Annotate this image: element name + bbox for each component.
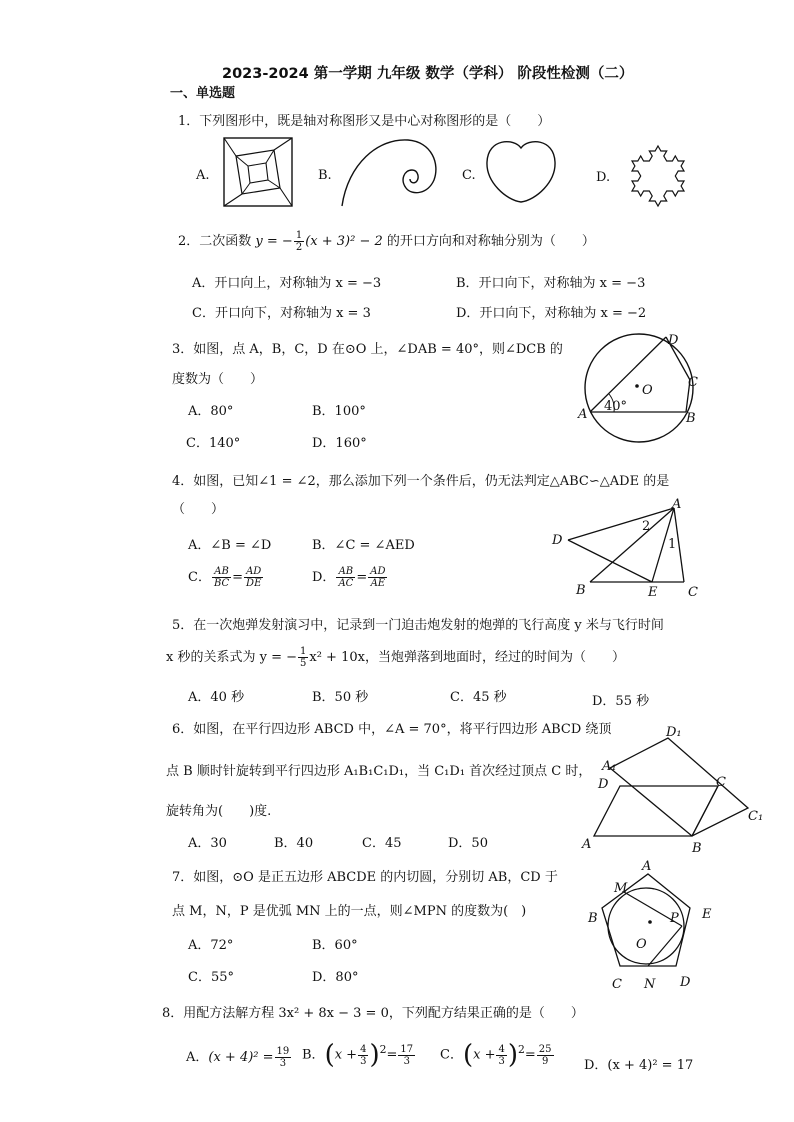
q2-fn-lhs: y = − xyxy=(255,234,293,249)
q1-label-b: B. xyxy=(318,168,332,183)
q6-label-d: D xyxy=(598,777,609,792)
q7-stem-line2: 点 M，N，P 是优弧 MN 上的一点，则∠MPN 的度数为( ) xyxy=(172,904,527,919)
q5-stem-line2: x 秒的关系式为 y = − $\frac{1}{5}$ x² + 10x，当炮弹落到地面时，经过的时间为（ ） xyxy=(166,646,625,669)
q5-stem-line1: 5．在一次炮弹发射演习中，记录到一门迫击炮发射的炮弹的飞行高度 y 米与飞行时间 xyxy=(172,618,664,633)
q4-d-frac1: $\frac{AB}{AC}$ xyxy=(338,566,354,589)
q3-option-a: A．80° xyxy=(188,404,234,419)
q1-label-a: A. xyxy=(196,168,210,183)
q1-figure-b-spiral xyxy=(338,134,442,208)
q2-option-b: B．开口向下，对称轴为 x = −3 xyxy=(456,276,646,291)
q7-label-b: B xyxy=(588,911,598,926)
q3-angle-label: 40° xyxy=(604,399,628,414)
q1-figure-d-snowflake xyxy=(620,130,696,218)
q6-stem-line2: 点 B 顺时针旋转到平行四边形 A₁B₁C₁D₁，当 C₁D₁ 首次经过顶点 C 时， xyxy=(166,764,592,779)
q6-option-c: C．45 xyxy=(362,836,402,851)
page-title: 2023-2024 第一学期 九年级 数学（学科） 阶段性检测（二） xyxy=(222,66,634,82)
q4-c-frac1: $\frac{AB}{BC}$ xyxy=(213,566,230,589)
q8-option-d: D．(x + 4)² = 17 xyxy=(584,1058,694,1073)
q4-label-b: B xyxy=(576,583,586,598)
q2-option-a: A．开口向上，对称轴为 x = −3 xyxy=(192,276,382,291)
q6-label-c1: C₁ xyxy=(748,809,764,824)
q3-label-c: C xyxy=(688,375,698,390)
q8-option-a: A．(x + 4)² = $\frac{19}{3}$ xyxy=(186,1046,290,1069)
q2-option-c: C．开口向下，对称轴为 x = 3 xyxy=(192,306,371,321)
q5-option-d: D．55 秒 xyxy=(592,694,650,709)
q3-circle-figure xyxy=(578,330,708,450)
q4-d-frac2: $\frac{AD}{AE}$ xyxy=(370,566,386,589)
q2-option-d: D．开口向下，对称轴为 x = −2 xyxy=(456,306,647,321)
q6-label-a: A xyxy=(582,837,592,852)
q2-fraction: $\frac{1}{2}$ xyxy=(295,230,303,253)
q7-label-c: C xyxy=(612,977,622,992)
q3-stem-line2: 度数为（ ） xyxy=(172,372,264,387)
q6-option-a: A．30 xyxy=(188,836,227,851)
q4-option-b: B．∠C = ∠AED xyxy=(312,538,415,553)
q3-option-c: C．140° xyxy=(186,436,241,451)
q3-stem-line1: 3．如图，点 A，B，C，D 在⊙O 上，∠DAB = 40°，则∠DCB 的 xyxy=(172,342,563,357)
q6-stem-line1: 6．如图，在平行四边形 ABCD 中，∠A = 70°，将平行四边形 ABCD 绕顶 xyxy=(172,722,612,737)
q2-number: 2．二次函数 xyxy=(178,234,252,249)
q7-option-a: A．72° xyxy=(188,938,234,953)
q5-fraction: $\frac{1}{5}$ xyxy=(300,646,307,669)
q7-label-d: D xyxy=(680,975,691,990)
q1-label-c: C. xyxy=(462,168,476,183)
q4-stem-line2: （ ） xyxy=(172,502,225,517)
q7-option-d: D．80° xyxy=(312,970,359,985)
q6-label-d1: D₁ xyxy=(666,725,682,740)
q4-label-1: 1 xyxy=(668,537,677,552)
q3-label-o: O xyxy=(642,383,653,398)
q4-triangle-figure xyxy=(552,498,712,602)
q7-option-c: C．55° xyxy=(188,970,234,985)
q7-option-b: B．60° xyxy=(312,938,358,953)
q4-stem-line1: 4．如图，已知∠1 = ∠2，那么添加下列一个条件后，仍无法判定△ABC∽△ADE 的是 xyxy=(172,474,670,489)
q7-label-o: O xyxy=(636,937,647,952)
q7-label-m: M xyxy=(614,881,628,896)
q8-stem: 8．用配方法解方程 3x² + 8x − 3 = 0，下列配方结果正确的是（ ） xyxy=(162,1006,584,1021)
q5-option-c: C．45 秒 xyxy=(450,690,507,705)
q4-label-a: A xyxy=(672,497,682,512)
q7-stem-line1: 7．如图，⊙O 是正五边形 ABCDE 的内切圆，分别切 AB，CD 于 xyxy=(172,870,558,885)
q7-label-p: P xyxy=(670,911,679,926)
q8-option-c: C．(x + $\frac{4}{3}$ )$^2$= $\frac{25}{9}$ xyxy=(440,1040,552,1070)
q3-label-d: D xyxy=(668,333,679,348)
q1-label-d: D. xyxy=(596,170,611,185)
q5-option-b: B．50 秒 xyxy=(312,690,369,705)
q3-option-d: D．160° xyxy=(312,436,367,451)
q6-label-a1: A₁ xyxy=(602,759,617,774)
q3-option-b: B．100° xyxy=(312,404,366,419)
q1-stem: 1．下列图形中，既是轴对称图形又是中心对称图形的是（ ） xyxy=(178,114,551,129)
q4-option-c: C． $\frac{AB}{BC}$ = $\frac{AD}{DE}$ xyxy=(188,566,262,589)
q6-option-d: D．50 xyxy=(448,836,488,851)
q6-label-c: C xyxy=(716,775,726,790)
q8-option-b: B．(x + $\frac{4}{3}$ )$^2$= $\frac{17}{3}$ xyxy=(302,1040,414,1070)
q6-parallelogram-figure xyxy=(580,724,764,858)
q4-label-c: C xyxy=(688,585,698,600)
q7-pentagon-figure xyxy=(584,856,720,996)
q4-label-d: D xyxy=(552,533,563,548)
q4-label-2: 2 xyxy=(642,519,651,534)
q6-label-b: B xyxy=(692,841,702,856)
q7-label-e: E xyxy=(702,907,712,922)
q6-option-b: B．40 xyxy=(274,836,314,851)
q1-figure-c-heart xyxy=(484,138,558,204)
q4-label-e: E xyxy=(648,585,658,600)
section-heading: 一、单选题 xyxy=(170,86,236,101)
q1-figure-a xyxy=(222,136,294,208)
q6-stem-line3: 旋转角为( )度. xyxy=(166,804,272,819)
q7-label-n: N xyxy=(644,977,656,992)
q2-fn-rest: (x + 3)² − 2 xyxy=(305,234,383,249)
q5-option-a: A．40 秒 xyxy=(188,690,245,705)
q3-label-b: B xyxy=(686,411,696,426)
q4-option-a: A．∠B = ∠D xyxy=(188,538,272,553)
q4-option-d: D． $\frac{AB}{AC}$ = $\frac{AD}{AE}$ xyxy=(312,566,386,589)
q2-stem xyxy=(178,230,595,253)
q7-label-a: A xyxy=(642,859,652,874)
q3-label-a: A xyxy=(578,407,588,422)
q4-c-frac2: $\frac{AD}{DE}$ xyxy=(246,566,262,589)
q2-tail: 的开口方向和对称轴分别为（ ） xyxy=(386,234,595,249)
